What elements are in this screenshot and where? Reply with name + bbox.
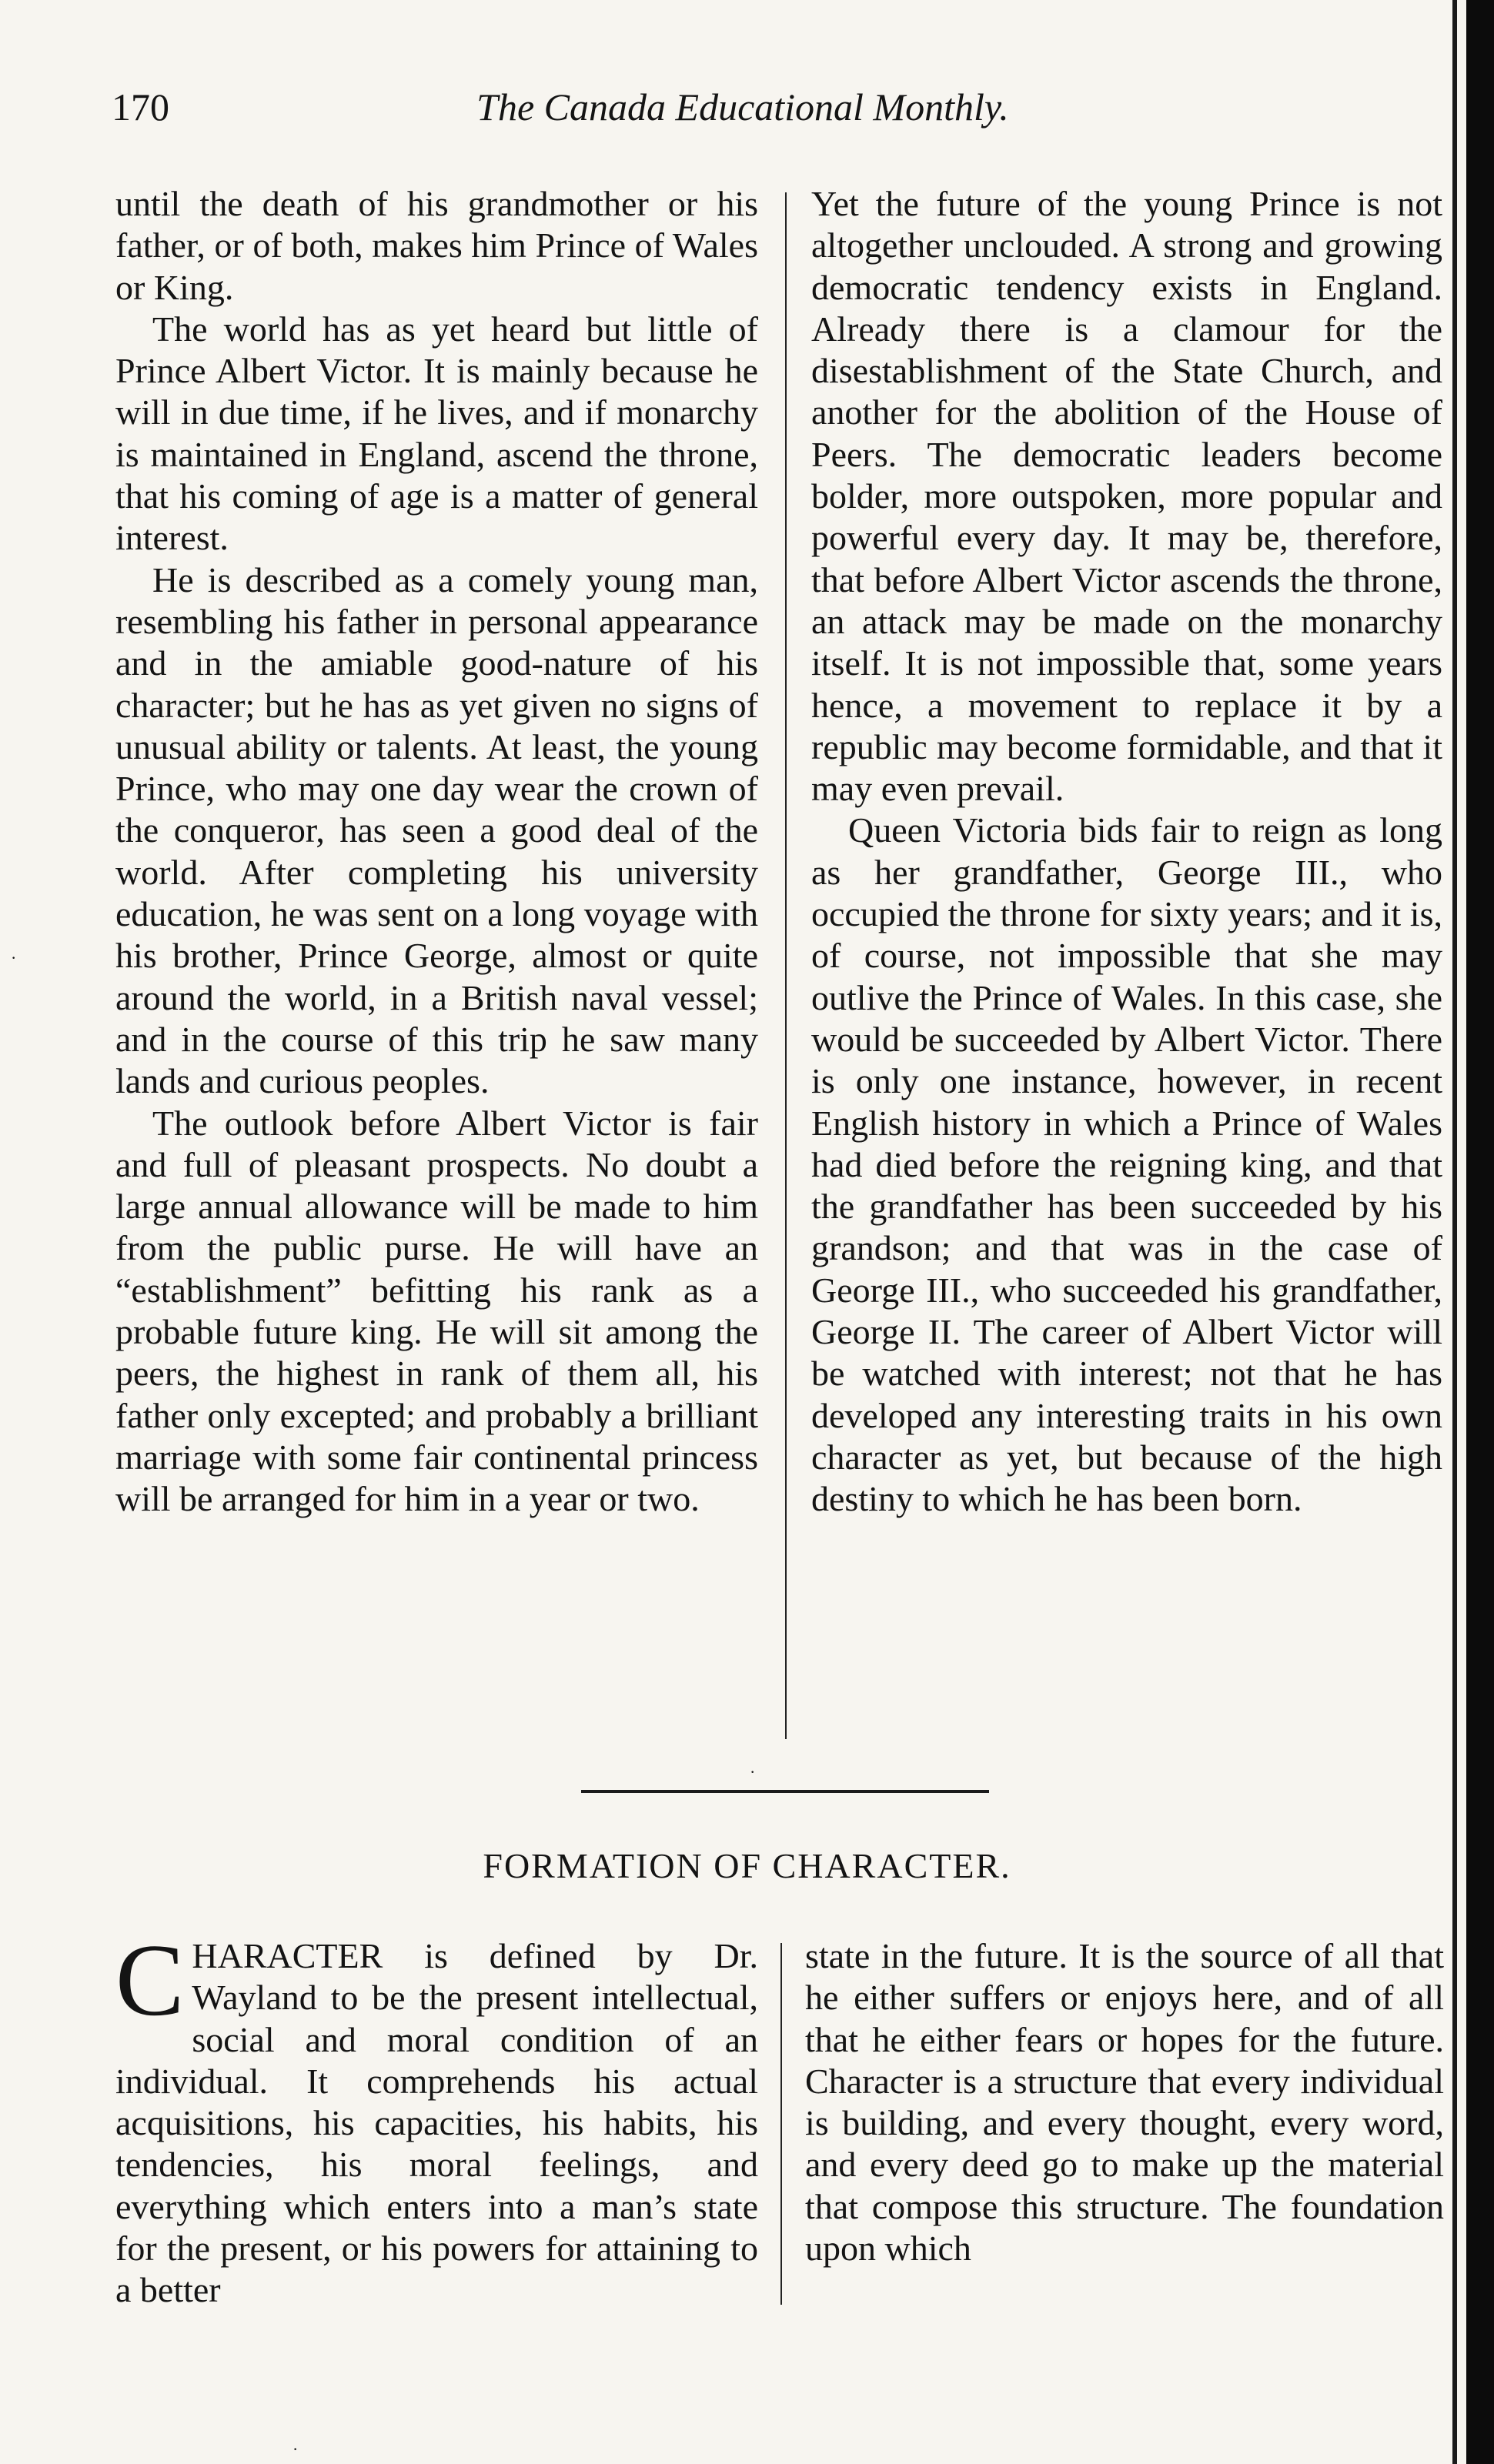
paragraph-text: HARACTER is defined by Dr. Wayland to be the present intellectual, social and moral condition of an individual. It comprehends his actual acquisitions, his capacities, his habits, his tendencies, his moral feelings, and everything which enters into a man’s state for the present, or his powers for attaining to a better [115,1936,758,2310]
stray-mark: · [292,2439,299,2459]
article1-right-column [811,183,1442,1521]
column-divider [785,192,787,1739]
drop-cap: C [115,1923,185,2037]
article1-left-column [115,183,758,1521]
paragraph: The world has as yet heard but little of Prince Albert Victor. It is mainly because he will in due time, if he lives, and if monarchy is maintained in England, ascend the throne, that his coming of age is a matter of general interest. [115,309,758,558]
stray-mark: · [11,948,17,967]
scan-edge-bar [1466,0,1494,2464]
paragraph: Queen Victoria bids fair to reign as long as her grandfather, George III., who occupied the throne for sixty years; and it is, of course, not impossible that she may outlive the Prince of Wales. In this case, she would be succeeded by Albert Victor. There is only one instance, however, in recent English history in which a Prince of Wales had died before the reigning king, and that the grandfather has been succeeded by his grandson; and that was in the case of George III., who succeeded his grandfather, George II. The career of Albert Victor will be watched with interest; not that he has developed any interesting traits in his own character as yet, but because of the high destiny to which he has been born. [811,810,1442,1519]
page-header [112,85,1374,146]
column-divider [780,1943,782,2305]
page-number: 170 [112,85,169,129]
paragraph: The outlook before Albert Victor is fair and full of pleasant prospects. No doubt a large annual allowance will be made to him from the public purse. He will have an “establishment” befitting his rank as a probable future king. He will sit among the peers, the highest in rank of them all, his father only excepted; and probably a brilliant marriage with some fair continental princess will be arranged for him in a year or two. [115,1103,758,1519]
article2-left-column [115,1923,758,2312]
paragraph: state in the future. It is the source of all that he either suffers or enjoys here, and of all that he either fears or hopes for the future. Character is a structure that every individual is building, and every thought, every word, and every deed go to make up the material that compose this structure. The foundation upon which [805,1936,1444,2269]
section-heading: FORMATION OF CHARACTER. [483,1846,1011,1885]
stray-mark: · [750,1762,756,1781]
article2-right-column [805,1935,1444,2269]
paragraph [115,1923,758,2312]
paragraph: He is described as a comely young man, resembling his father in personal appearance and in the amiable good-nature of his character; but he has as yet given no signs of unusual ability or talents. At least, the young Prince, who may one day wear the crown of the conqueror, has seen a good deal of the world. After completing his university education, he was sent on a long voyage with his brother, Prince George, almost or quite around the world, in a British naval vessel; and in the course of this trip he saw many lands and curious peoples. [115,559,758,1101]
section-rule [581,1790,989,1793]
paragraph: Yet the future of the young Prince is not altogether unclouded. A strong and growing democratic tendency exists in England. Already there is a clamour for the disestablishment of the State Church, and another for the abolition of the House of Peers. The democratic leaders become bolder, more outspoken, more popular and powerful every day. It may be, therefore, that before Albert Victor ascends the throne, an attack may be made on the monarchy itself. It is not impossible that, some years hence, a movement to replace it by a republic may become formidable, and that it may even prevail. [811,184,1442,809]
running-title: The Canada Educational Monthly. [476,85,1009,129]
paragraph: until the death of his grandmother or his father, or of both, makes him Prince of Wales or King. [115,184,758,307]
